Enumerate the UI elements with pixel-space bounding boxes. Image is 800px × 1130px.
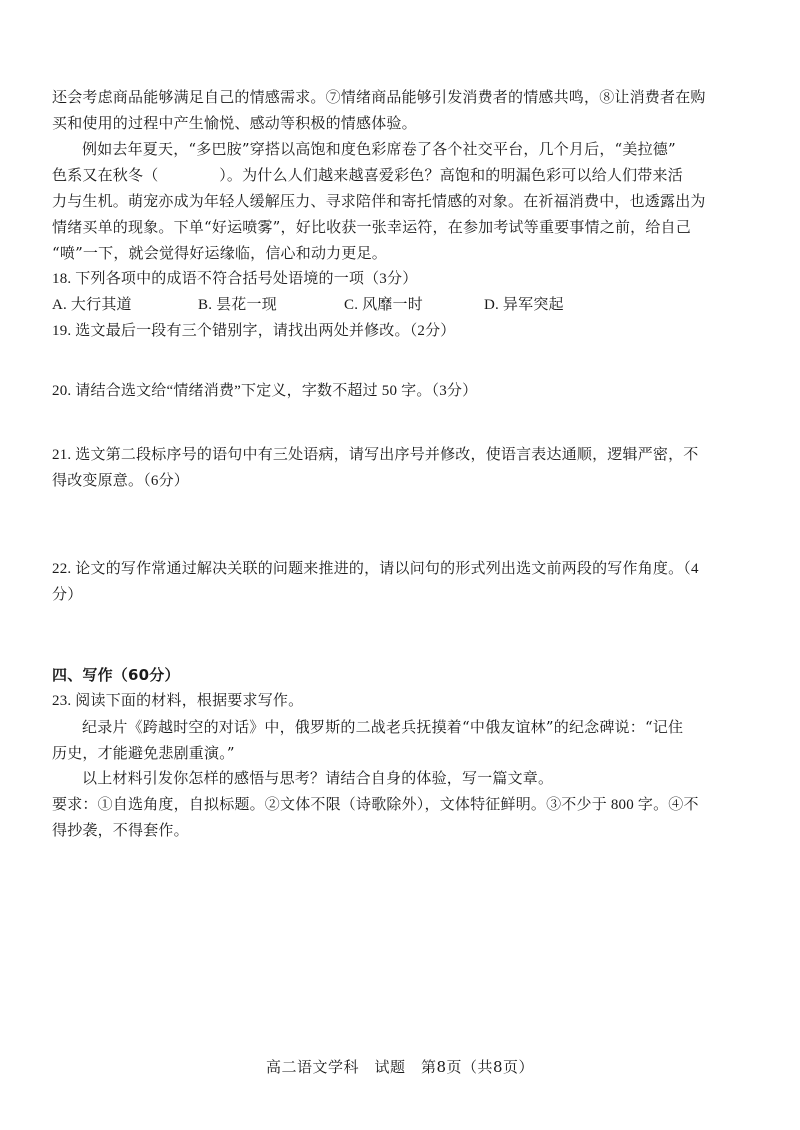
answer-space: [52, 404, 752, 442]
section-heading-writing: 四、写作（60分）: [52, 666, 180, 684]
option-a: A. 大行其道: [52, 297, 132, 313]
answer-space: [52, 494, 752, 556]
answer-space: [52, 608, 752, 662]
passage-line: 情绪买单的现象。下单“好运喷雾”，好比收获一张幸运符，在参加考试等重要事情之前，给自己: [52, 218, 691, 236]
question-21-stem: 21. 选文第二段标序号的语句中有三处语病，请写出序号并修改，使语言表达通顺，逻辑严密，不: [52, 447, 699, 463]
passage-line: 力与生机。萌宠亦成为年轻人缓解压力、寻求陪伴和寄托情感的对象。在祈福消费中，也透露出为: [52, 192, 706, 210]
material-line: 历史，才能避免悲剧重演。”: [52, 744, 235, 762]
question-22-stem: 22. 论文的写作常通过解决关联的问题来推进的，请以问句的形式列出选文前两段的写作角度。（4: [52, 561, 699, 577]
passage-line: 还会考虑商品能够满足自己的情感需求。⑦情绪商品能够引发消费者的情感共鸣，⑧让消费者在购: [52, 88, 706, 106]
writing-prompt: 以上材料引发你怎样的感悟与思考？请结合自身的体验，写一篇文章。: [82, 771, 554, 787]
question-23-stem: 23. 阅读下面的材料，根据要求写作。: [52, 693, 304, 709]
option-d: D. 异军突起: [484, 297, 564, 313]
passage-line: 色系又在秋冬（ ）。为什么人们越来越喜爱彩色？高饱和的明漏色彩可以给人们带来活: [52, 166, 683, 184]
answer-space: [52, 344, 752, 378]
option-b: B. 昙花一现: [198, 297, 277, 313]
option-c: C. 风靡一时: [344, 297, 423, 313]
passage-line: 例如去年夏天，“多巴胺”穿搭以高饱和度色彩席卷了各个社交平台，几个月后，“美拉德”: [82, 140, 676, 158]
question-21-stem-cont: 得改变原意。（6分）: [52, 473, 190, 489]
exam-page: [52, 84, 752, 844]
question-18-options: [52, 292, 612, 318]
question-22-stem-cont: 分）: [52, 587, 83, 603]
passage-line: 买和使用的过程中产生愉悦、感动等积极的情感体验。: [52, 114, 417, 132]
question-18-stem: 18. 下列各项中的成语不符合括号处语境的一项（3分）: [52, 271, 418, 287]
page-footer: 高二语文学科 试题 第8页（共8页）: [265, 1058, 535, 1076]
writing-requirements: 要求：①自选角度，自拟标题。②文体不限（诗歌除外），文体特征鲜明。③不少于 800 字。④不: [52, 797, 699, 813]
material-line: 纪录片《跨越时空的对话》中，俄罗斯的二战老兵抚摸着“中俄友谊林”的纪念碑说：“记住: [82, 718, 684, 736]
passage-line: “喷”一下，就会觉得好运缘临，信心和动力更足。: [52, 244, 387, 262]
question-20-stem: 20. 请结合选文给“情绪消费”下定义，字数不超过 50 字。（3分）: [52, 383, 478, 399]
writing-requirements-cont: 得抄袭，不得套作。: [52, 823, 189, 839]
question-19-stem: 19. 选文最后一段有三个错别字，请找出两处并修改。（2分）: [52, 323, 456, 339]
